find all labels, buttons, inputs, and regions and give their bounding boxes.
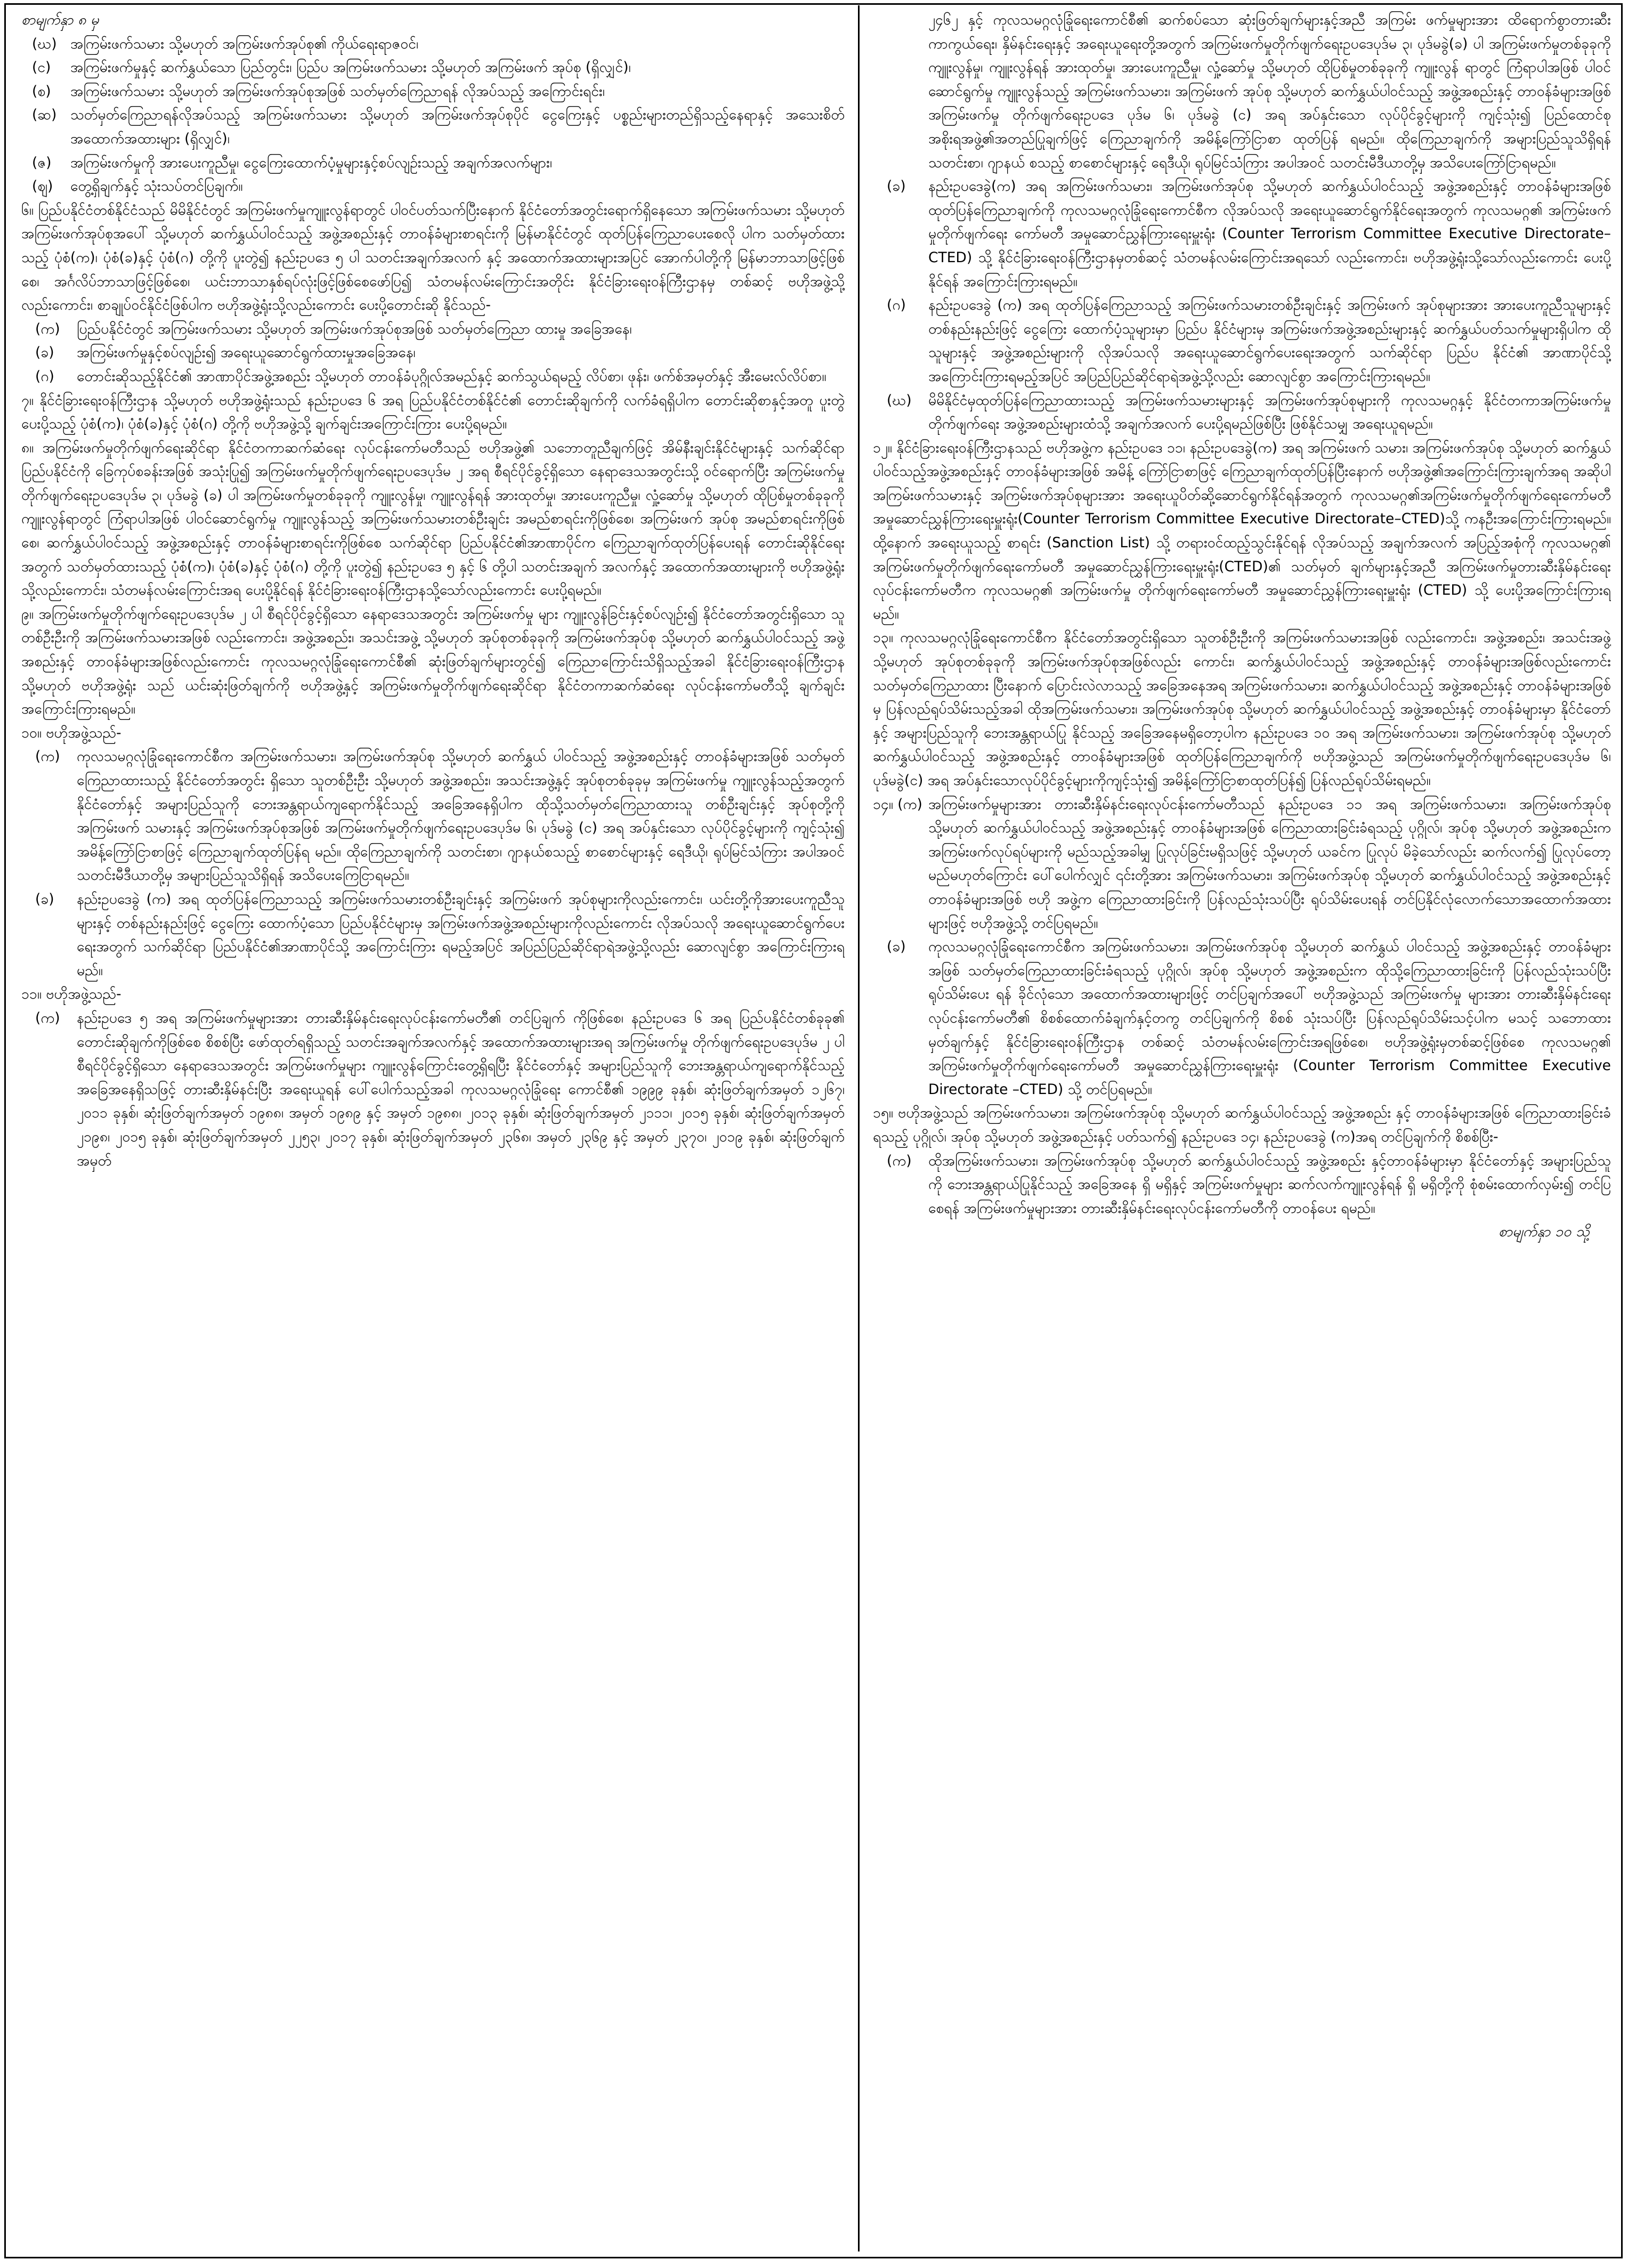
list-item	[21, 365, 845, 389]
item-text: အကြမ်းဖက်မှုနှင့်စပ်လျဉ်း၍ အရေးယူဆောင်ရွက်ထားမှုအခြေအနေ၊	[77, 344, 416, 361]
item-label: (က)	[35, 320, 60, 337]
item-label: (က)	[35, 1009, 60, 1026]
item-label: (င)	[32, 59, 51, 76]
item-text: သတ်မှတ်ကြေညာရန်လိုအပ်သည့် အကြမ်းဖက်သမား သို့မဟုတ် အကြမ်းဖက်အုပ်စုပိုင် ငွေကြေးနှင့် ပစ္စည်းများတည်ရှိသည့်နေရာနှင့် အသေးစိတ်အထောက်အထားများ (ရှိလျှင်)၊	[70, 107, 845, 147]
item-label: (ဂ)	[35, 368, 54, 385]
item-text: နည်းဥပဒေ ၅ အရ အကြမ်းဖက်မှုများအား တားဆီးနှိမ်နင်းရေးလုပ်ငန်းကော်မတီ၏ တင်ပြချက် ကိုဖြစ်စေ၊ နည်းဥပဒေ ၆ အရ ပြည်ပနိုင်ငံတစ်ခုခု၏ တောင်းဆိုချက်ကိုဖြစ်စေ စိစစ်ပြီး ဖော်ထုတ်ရရှိသည့် သတင်းအချက်အလက်နှင့် အထောက်အထားများအရ အကြမ်းဖက်မှု တိုက်ဖျက်ရေးဥပဒေပုဒ်မ ၂ ပါ စီရင်ပိုင်ခွင့်ရှိသော နေရာဒေသအတွင်း အကြမ်းဖက်မှုများ ကျူးလွန်ကြောင်းတွေ့ရှိရပြီး နိုင်ငံတော်နှင့် အများပြည်သူကို ဘေးအန္တရာယ်ကျရောက်နိုင်သည့် အခြေအနေရှိသဖြင့် တားဆီးနှိမ်နင်းပြီး အရေးယူရန် ပေါ်ပေါက်သည့်အခါ ကုလသမဂ္ဂလုံခြုံရေး ကောင်စီ၏ ၁၉၉၉ ခုနှစ်၊ ဆုံးဖြတ်ချက်အမှတ် ၁၂၆၇၊ ၂၀၁၁ ခုနှစ်၊ ဆုံးဖြတ်ချက်အမှတ် ၁၉၈၈၊ အမှတ် ၁၉၈၉ နှင့် အမှတ် ၁၉၈၈၊ ၂၀၁၃ ခုနှစ်၊ ဆုံးဖြတ်ချက်အမှတ် ၂၁၁၁၊ ၂၀၁၅ ခုနှစ်၊ ဆုံးဖြတ်ချက်အမှတ် ၂၁၉၈၊ ၂၀၁၅ ခုနှစ်၊ ဆုံးဖြတ်ချက်အမှတ် ၂၂၅၃၊ ၂၀၁၇ ခုနှစ်၊ ဆုံးဖြတ်ချက်အမှတ် ၂၃၆၈၊ အမှတ် ၂၃၆၉ နှင့် အမှတ် ၂၃၇၀၊ ၂၀၁၉ ခုနှစ်၊ ဆုံးဖြတ်ချက်အမှတ်	[77, 1009, 845, 1169]
item-label: (ခ)	[35, 890, 54, 908]
item-label: (က)	[35, 748, 60, 765]
item-label: (ခ)	[887, 938, 906, 955]
paragraph-6: ၆။ ပြည်ပနိုင်ငံတစ်နိုင်ငံသည် မိမိနိုင်ငံတွင် အကြမ်းဖက်မှုကျူးလွန်ရာတွင် ပါဝင်ပတ်သက်ပြီးနောက် နိုင်ငံတော်အတွင်းရောက်ရှိနေသော အကြမ်းဖက်သမား သို့မဟုတ် အကြမ်းဖက်အုပ်စုအပေါ် သို့မဟုတ် ဆက်နွှယ်ပါဝင်သည့် အဖွဲ့အစည်းနှင့် တာဝန်ခံများစာရင်းကို မြန်မာနိုင်ငံတွင် ထုတ်ပြန်ကြေညာပေးစေလို ပါက သတ်မှတ်ထားသည့် ပုံစံ(က)၊ ပုံစံ(ခ)နှင့် ပုံစံ(ဂ) တို့ကို ပူးတွဲ၍ နည်းဥပဒေ ၅ ပါ သတင်းအချက်အလက် နှင့် အထောက်အထားများအပြင် အောက်ပါတို့ကို မြန်မာဘာသာဖြင့်ဖြစ်စေ၊ အင်္ဂလိပ်ဘာသာဖြင့်ဖြစ်စေ၊ ယင်းဘာသာနှစ်ရပ်လုံးဖြင့်ဖြစ်စေဖော်ပြ၍ သံတမန်လမ်းကြောင်းအတိုင်း နိုင်ငံခြားရေးဝန်ကြီးဌာနမှ တစ်ဆင့် ဗဟိုအဖွဲ့သို့လည်းကောင်း၊ စာချုပ်ဝင်နိုင်ငံဖြစ်ပါက ဗဟိုအဖွဲ့ရုံးသို့လည်းကောင်း ပေးပို့တောင်းဆို နိုင်သည်-	[21, 201, 845, 314]
list-item	[873, 175, 1611, 294]
item-text: အကြမ်းဖက်သမား သို့မဟုတ် အကြမ်းဖက်အုပ်စုအဖြစ် သတ်မှတ်ကြေညာရန် လိုအပ်သည့် အကြောင်းရင်း၊	[70, 83, 605, 100]
item-label: (ခ)	[887, 178, 906, 195]
list-item	[21, 318, 845, 342]
paragraph-12: ၁၂။ နိုင်ငံခြားရေးဝန်ကြီးဌာနသည် ဗဟိုအဖွဲ့က နည်းဥပဒေ ၁၁၊ နည်းဥပဒေခွဲ(က) အရ အကြမ်းဖက် သမား၊ အကြမ်းဖက်အုပ်စု သို့မဟုတ် ဆက်နွှယ်ပါဝင်သည့်အဖွဲ့အစည်းနှင့် တာဝန်ခံများအဖြစ် အမိန့် ကြော်ငြာစာဖြင့် ကြေညာချက်ထုတ်ပြန်ပြီးနောက် ဗဟိုအဖွဲ့၏အကြောင်းကြားချက်အရ အဆိုပါ အကြမ်းဖက်သမားနှင့် အကြမ်းဖက်အုပ်စုများအား အရေးယူပိတ်ဆို့ဆောင်ရွက်နိုင်ရန်အတွက် ကုလသမဂ္ဂ၏အကြမ်းဖက်မှုတိုက်ဖျက်ရေးကော်မတီ အမှုဆောင်ညွှန်ကြားရေးမှူးရုံး(Counter Terrorism Committee Executive Directorate–CTED)သို့ ကနဦးအကြောင်းကြားရမည်။ ထို့နောက် အရေးယူသည့် စာရင်း (Sanction List) သို့ တရားဝင်ထည့်သွင်းနိုင်ရန် လိုအပ်သည့် အချက်အလက် အပြည့်အစုံကို ကုလသမဂ္ဂ၏ အကြမ်းဖက်မှုတိုက်ဖျက်ရေးကော်မတီ အမှုဆောင်ညွှန်ကြားရေးမှူးရုံး(CTED)၏ သတ်မှတ် ချက်များနှင့်အညီ အကြမ်းဖက်မှုတားဆီးနှိမ်နင်းရေးလုပ်ငန်းကော်မတီက ကုလသမဂ္ဂ၏ အကြမ်းဖက်မှု တိုက်ဖျက်ရေးကော်မတီ အမှုဆောင်ညွှန်ကြားရေးမှူးရုံး (CTED) သို့ ပေးပို့အကြောင်းကြားရမည်။	[873, 439, 1611, 622]
right-column	[873, 9, 1611, 2249]
list-item	[21, 888, 845, 983]
item-text: တောင်းဆိုသည့်နိုင်ငံ၏ အာဏာပိုင်အဖွဲ့အစည်း သို့မဟုတ် တာဝန်ခံပုဂ္ဂိုလ်အမည်နှင့် ဆက်သွယ်ရမည့် လိပ်စာ၊ ဖုန်း၊ ဖက်စ်အမှတ်နှင့် အီးမေးလ်လိပ်စာ။	[77, 368, 827, 385]
paragraph-9: ၉။ အကြမ်းဖက်မှုတိုက်ဖျက်ရေးဥပဒေပုဒ်မ ၂ ပါ စီရင်ပိုင်ခွင့်ရှိသော နေရာဒေသအတွင်း အကြမ်းဖက်မှု များ ကျူးလွန်ခြင်းနှင့်စပ်လျဉ်း၍ နိုင်ငံတော်အတွင်းရှိသော သူတစ်ဦးဦးကို အကြမ်းဖက်သမားအဖြစ် လည်းကောင်း၊ အဖွဲ့အစည်း၊ အသင်းအဖွဲ့ သို့မဟုတ် အုပ်စုတစ်ခုခုကို အကြမ်းဖက်အုပ်စု သို့မဟုတ် ဆက်နွှယ်ပါဝင်သည့် အဖွဲ့အစည်းနှင့် တာဝန်ခံများအဖြစ်လည်းကောင်း ကုလသမဂ္ဂလုံခြုံရေးကောင်စီ၏ ဆုံးဖြတ်ချက်များတွင်၍ ကြေညာကြောင်းသိရှိသည့်အခါ နိုင်ငံခြားရေးဝန်ကြီးဌာန သို့မဟုတ် ဗဟိုအဖွဲ့ရုံး သည် ယင်းဆုံးဖြတ်ချက်ကို ဗဟိုအဖွဲ့နှင့် အကြမ်းဖက်မှုတိုက်ဖျက်ရေးဆိုင်ရာ နိုင်ငံတကာဆက်ဆံရေး လုပ်ငန်းကော်မတီသို့ ချက်ချင်းအကြောင်းကြားရမည်။	[21, 605, 845, 718]
list-item	[21, 1007, 845, 1173]
item-text: ကုလသမဂ္ဂလုံခြုံရေးကောင်စီက အကြမ်းဖက်သမား၊ အကြမ်းဖက်အုပ်စု သို့မဟုတ် ဆက်နွှယ် ပါဝင်သည့် အဖွဲ့အစည်းနှင့် တာဝန်ခံများအဖြစ် သတ်မှတ်ကြေညာထားခြင်းခံရသည့် ပုဂ္ဂိုလ်၊ အုပ်စု သို့မဟုတ် အဖွဲ့အစည်းက ထိုသို့ကြေညာထားခြင်းကို ပြန်လည်သုံးသပ်ပြီး ရုပ်သိမ်းပေး ရန် ခိုင်လုံသော အထောက်အထားများဖြင့် တင်ပြချက်အပေါ် ဗဟိုအဖွဲ့သည် အကြမ်းဖက်မှု များအား တားဆီးနှိမ်နင်းရေးလုပ်ငန်းကော်မတီ၏ စိစစ်ထောက်ခံချက်နှင့်တကွ တင်ပြချက်ကို စိစစ် သုံးသပ်ပြီး ပြန်လည်ရုပ်သိမ်းသင့်ပါက မသင့် သဘောထားမှတ်ချက်နှင့် နိုင်ငံခြားရေးဝန်ကြီးဌာန တစ်ဆင့် သံတမန်လမ်းကြောင်းအရဖြစ်စေ၊ ဗဟိုအဖွဲ့ရုံးမှတစ်ဆင့်ဖြစ်စေ ကုလသမဂ္ဂ၏ အကြမ်းဖက်မှုတိုက်ဖျက်ရေးကော်မတီ အမှုဆောင်ညွှန်ကြားရေးမှူးရုံး (Counter Terrorism Committee Executive Directorate –CTED) သို့ တင်ပြရမည်။	[928, 938, 1611, 1098]
list-item	[873, 294, 1611, 388]
list-item	[873, 935, 1611, 1101]
list-item	[21, 175, 845, 199]
top-item-list	[21, 33, 845, 199]
item-label: (ဃ)	[32, 35, 57, 52]
page-header: စာမျက်နှာ ၈ မှ	[21, 12, 99, 28]
item-label: (ဂ)	[887, 297, 906, 314]
list-item	[873, 1149, 1611, 1221]
item-label: (ဇ)	[32, 154, 52, 171]
item-text: ပြည်ပနိုင်ငံတွင် အကြမ်းဖက်သမား သို့မဟုတ် အကြမ်းဖက်အုပ်စုအဖြစ် သတ်မှတ်ကြေညာ ထားမှု အခြေအနေ၊	[77, 320, 632, 337]
paragraph-7: ၇။ နိုင်ငံခြားရေးဝန်ကြီးဌာန သို့မဟုတ် ဗဟိုအဖွဲ့ရုံးသည် နည်းဥပဒေ ၆ အရ ပြည်ပနိုင်ငံတစ်နိုင်ငံ၏ တောင်းဆိုချက်ကို လက်ခံရရှိပါက တောင်းဆိုစာနှင့်အတူ ပူးတွဲပေးပို့သည့် ပုံစံ(က)၊ ပုံစံ(ခ)နှင့် ပုံစံ(ဂ) တို့ကို ဗဟိုအဖွဲ့သို့ ချက်ချင်းအကြောင်းကြား ပေးပို့ရမည်။	[21, 392, 845, 433]
item-label: (ဃ)	[887, 392, 912, 409]
list-item	[873, 793, 1611, 936]
item-label: (က)	[887, 1152, 912, 1169]
item-label: ၁၄။ (က)	[873, 796, 922, 813]
list-item	[21, 80, 845, 104]
item-text: နည်းဥပဒေခွဲ(က) အရ အကြမ်းဖက်သမား၊ အကြမ်းဖက်အုပ်စု သို့မဟုတ် ဆက်နွှယ်ပါဝင်သည့် အဖွဲ့အစည်းနှင့် တာဝန်ခံများအဖြစ် ထုတ်ပြန်ကြေညာချက်ကို ကုလသမဂ္ဂလုံခြုံရေးကောင်စီက လိုအပ်သလို အရေးယူဆောင်ရွက်နိုင်ရေးအတွက် ကုလသမဂ္ဂ၏ အကြမ်းဖက်မှုတိုက်ဖျက်ရေး ကော်မတီ အမှုဆောင်ညွှန်ကြားရေးမှူးရုံး (Counter Terrorism Committee Executive Directorate–CTED) သို့ နိုင်ငံခြားရေးဝန်ကြီးဌာနမှတစ်ဆင့် သံတမန်လမ်းကြောင်းအရသော် လည်းကောင်း၊ ဗဟိုအဖွဲ့ရုံးသို့သော်လည်းကောင်း ပေးပို့နိုင်ရန် အကြောင်းကြားရမည်။	[928, 178, 1611, 290]
item-text: နည်းဥပဒေခွဲ (က) အရ ထုတ်ပြန်ကြေညာသည့် အကြမ်းဖက်သမားတစ်ဦးချင်းနှင့် အကြမ်းဖက် အုပ်စုများအား အားပေးကူညီသူများနှင့် တစ်နည်းနည်းဖြင့် ငွေကြေး ထောက်ပံ့သူများမှာ ပြည်ပ နိုင်ငံများမှ အကြမ်းဖက်အဖွဲ့အစည်းများနှင့် ဆက်နွှယ်ပတ်သက်မှုများရှိပါက ထိုသူများနှင့် အဖွဲ့အစည်းများကို လိုအပ်သလို အရေးယူဆောင်ရွက်ပေးရေးအတွက် သက်ဆိုင်ရာ ပြည်ပ နိုင်ငံ၏ အာဏာပိုင်သို့ အကြောင်းကြားရမည့်အပြင် အပြည်ပြည်ဆိုင်ရာရဲအဖွဲ့သို့လည်း ဆောလျင်စွာ အကြောင်းကြားရမည်။	[928, 297, 1611, 385]
item-text: တွေ့ရှိချက်နှင့် သုံးသပ်တင်ပြချက်။	[70, 178, 243, 195]
paragraph-8: ၈။ အကြမ်းဖက်မှုတိုက်ဖျက်ရေးဆိုင်ရာ နိုင်ငံတကာဆက်ဆံရေး လုပ်ငန်းကော်မတီသည် ဗဟိုအဖွဲ့၏ သဘောတူညီချက်ဖြင့် အိမ်နီးချင်းနိုင်ငံများနှင့် သက်ဆိုင်ရာပြည်ပနိုင်ငံကို ခြေကုပ်စခန်းအဖြစ် အသုံးပြု၍ အကြမ်းဖက်မှုတိုက်ဖျက်ရေးဥပဒေပုဒ်မ ၂ အရ စီရင်ပိုင်ခွင့်ရှိသော နေရာဒေသအတွင်းသို့ ဝင်ရောက်ပြီး အကြမ်းဖက်မှုတိုက်ဖျက်ရေးဥပဒေပုဒ်မ ၃၊ ပုဒ်မခွဲ (ခ) ပါ အကြမ်းဖက်မှုတစ်ခုခုကို ကျူးလွန်မှု၊ ကျူးလွန်ရန် အားထုတ်မှု၊ အားပေးကူညီမှု၊ လှုံ့ဆော်မှု သို့မဟုတ် ထိုပြစ်မှုတစ်ခုခုကို ကျူးလွန်ရာတွင် ကြံရာပါအဖြစ် ပါဝင်ဆောင်ရွက်မှု ကျူးလွန်သည့် အကြမ်းဖက်သမားတစ်ဦးချင်း အမည်စာရင်းကိုဖြစ်စေ၊ အကြမ်းဖက် အုပ်စု အမည်စာရင်းကိုဖြစ်စေ၊ ဆက်နွှယ်ပါဝင်သည့် အဖွဲ့အစည်းနှင့် တာဝန်ခံများစာရင်းကိုဖြစ်စေ သက်ဆိုင်ရာ ပြည်ပနိုင်ငံ၏အာဏာပိုင်က ကြေညာချက်ထုတ်ပြန်ပေးရန် တောင်းဆိုနိုင်ရေးအတွက် သတ်မှတ်ထားသည့် ပုံစံ(က)၊ ပုံစံ(ခ)နှင့် ပုံစံ(ဂ) တို့ကို ပူးတွဲ၍ နည်းဥပဒေ ၅ နှင့် ၆ တို့ပါ သတင်းအချက် အလက်နှင့် အထောက်အထားများကို ဗဟိုအဖွဲ့ရုံးသို့လည်းကောင်း၊ သံတမန်လမ်းကြောင်းအရ ပေးပို့နိုင်ရန် နိုင်ငံခြားရေးဝန်ကြီးဌာနသို့သော်လည်းကောင်း ပေးပို့ရမည်။	[21, 439, 845, 599]
item-text: ထိုအကြမ်းဖက်သမား၊ အကြမ်းဖက်အုပ်စု သို့မဟုတ် ဆက်နွှယ်ပါဝင်သည့် အဖွဲ့အစည်း နှင့်တာဝန်ခံများမှာ နိုင်ငံတော်နှင့် အများပြည်သူကို ဘေးအန္တရာယ်ပြုနိုင်သည့် အခြေအနေ ရှိ မရှိနှင့် အကြမ်းဖက်မှုများ ဆက်လက်ကျူးလွန်ရန် ရှိ မရှိတို့ကို စုံစမ်းထောက်လှမ်း၍ တင်ပြစေရန် အကြမ်းဖက်မှုများအား တားဆီးနှိမ်နင်းရေးလုပ်ငန်းကော်မတီကို တာဝန်ပေး ရမည်။	[928, 1152, 1611, 1217]
list-item	[873, 389, 1611, 436]
list-item	[21, 33, 845, 56]
list-item	[21, 745, 845, 888]
item-label: (ဆ)	[32, 107, 57, 124]
list-item	[21, 151, 845, 175]
left-column	[21, 9, 845, 2249]
paragraph-13: ၁၃။ ကုလသမဂ္ဂလုံခြုံရေးကောင်စီက နိုင်ငံတော်အတွင်းရှိသော သူတစ်ဦးဦးကို အကြမ်းဖက်သမားအဖြစ် လည်းကောင်း၊ အဖွဲ့အစည်း၊ အသင်းအဖွဲ့ သို့မဟုတ် အုပ်စုတစ်ခုခုကို အကြမ်းဖက်အုပ်စုအဖြစ်လည်း ကောင်း၊ ဆက်နွှယ်ပါဝင်သည့် အဖွဲ့အစည်းနှင့် တာဝန်ခံများအဖြစ်လည်းကောင်း သတ်မှတ်ကြေညာထား ပြီးနောက် ပြောင်းလဲလာသည့် အခြေအနေအရ အကြမ်းဖက်သမား၊ ဆက်နွှယ်ပါဝင်သည့် အဖွဲ့အစည်းနှင့် တာဝန်ခံများအဖြစ်မှ ပြန်လည်ရုပ်သိမ်းသည့်အခါ ထိုအကြမ်းဖက်သမား၊ အကြမ်းဖက်အုပ်စု သို့မဟုတ် ဆက်နွှယ်ပါဝင်သည့် အဖွဲ့အစည်းနှင့် တာဝန်ခံများမှာ နိုင်ငံတော်နှင့် အများပြည်သူကို ဘေးအန္တရာယ်ပြု နိုင်သည့် အခြေအနေမရှိတော့ပါက နည်းဥပဒေ ၁၀ အရ အကြမ်းဖက်သမား၊ အကြမ်းဖက်အုပ်စု သို့မဟုတ် ဆက်နွှယ်ပါဝင်သည့် အဖွဲ့အစည်းနှင့် တာဝန်ခံများအဖြစ် ထုတ်ပြန်ကြေညာချက်ကို ဗဟိုအဖွဲ့သည် အကြမ်းဖက်မှုတိုက်ဖျက်ရေးဥပဒေပုဒ်မ ၆၊ ပုဒ်မခွဲ(င) အရ အပ်နှင်းသောလုပ်ပိုင်ခွင့်များကိုကျင့်သုံး၍ အမိန့်ကြော်ငြာစာထုတ်ပြန်၍ ပြန်လည်ရုပ်သိမ်းရမည်။	[873, 629, 1611, 789]
paragraph-11-heading: ၁၁။ ဗဟိုအဖွဲ့သည်-	[21, 986, 122, 1003]
list-item	[21, 103, 845, 151]
paragraph-15: ၁၅။ ဗဟိုအဖွဲ့သည် အကြမ်းဖက်သမား၊ အကြမ်းဖက်အုပ်စု သို့မဟုတ် ဆက်နွှယ်ပါဝင်သည့် အဖွဲ့အစည်း နှင့် တာဝန်ခံများအဖြစ် ကြေညာထားခြင်းခံရသည့် ပုဂ္ဂိုလ်၊ အုပ်စု သို့မဟုတ် အဖွဲ့အစည်းနှင့် ပတ်သက်၍ နည်းဥပဒေ ၁၄၊ နည်းဥပဒေခွဲ (က)အရ တင်ပြချက်ကို စိစစ်ပြီး-	[873, 1105, 1611, 1145]
continued-item	[873, 9, 1611, 175]
page-footer: စာမျက်နှာ ၁၀ သို့	[1498, 1224, 1590, 1241]
item-text: အကြမ်းဖက်မှုနှင့် ဆက်နွှယ်သော ပြည်တွင်း၊ ပြည်ပ အကြမ်းဖက်သမား သို့မဟုတ် အကြမ်းဖက် အုပ်စု (ရှိလျှင်)၊	[70, 59, 631, 76]
list-item	[21, 56, 845, 80]
item-text: အကြမ်းဖက်မှုကို အားပေးကူညီမှု၊ ငွေကြေးထောက်ပံ့မှုများနှင့်စပ်လျဉ်းသည့် အချက်အလက်များ၊	[70, 154, 552, 171]
paragraph-10-heading: ၁၀။ ဗဟိုအဖွဲ့သည်-	[21, 724, 122, 741]
item-label: (စ)	[32, 83, 51, 100]
item-text: နည်းဥပဒေခွဲ (က) အရ ထုတ်ပြန်ကြေညာသည့် အကြမ်းဖက်သမားတစ်ဦးချင်းနှင့် အကြမ်းဖက် အုပ်စုများကိုလည်းကောင်း၊ ယင်းတို့ကိုအားပေးကူညီသူများနှင့် တစ်နည်းနည်းဖြင့် ငွေကြေး ထောက်ပံ့သော ပြည်ပနိုင်ငံများမှ အကြမ်းဖက်အဖွဲ့အစည်းများကိုလည်းကောင်း လိုအပ်သလို အရေးယူဆောင်ရွက်ပေးရေးအတွက် သက်ဆိုင်ရာ ပြည်ပနိုင်ငံ၏အာဏာပိုင်သို့ အကြောင်းကြား ရမည့်အပြင် အပြည်ပြည်ဆိုင်ရာရဲအဖွဲ့သို့လည်း ဆောလျင်စွာ အကြောင်းကြားရမည်။	[77, 890, 845, 979]
list-item	[21, 341, 845, 365]
item-label: (ဈ)	[32, 178, 53, 195]
item-text: အကြမ်းဖက်သမား သို့မဟုတ် အကြမ်းဖက်အုပ်စု၏ ကိုယ်ရေးရာဇဝင်၊	[70, 35, 419, 52]
item-text: မိမိနိုင်ငံမှထုတ်ပြန်ကြေညာထားသည့် အကြမ်းဖက်သမားများနှင့် အကြမ်းဖက်အုပ်စုများကို ကုလသမဂ္ဂနှင့် နိုင်ငံတကာအကြမ်းဖက်မှုတိုက်ဖျက်ရေး အဖွဲ့အစည်းများထံသို့ အချက်အလက် ပေးပို့ရမည်ဖြစ်ပြီး ဖြစ်နိုင်သမျှ အရေးယူရမည်။	[928, 392, 1611, 433]
item-text: ကုလသမဂ္ဂလုံခြုံရေးကောင်စီက အကြမ်းဖက်သမား၊ အကြမ်းဖက်အုပ်စု သို့မဟုတ် ဆက်နွှယ် ပါဝင်သည့် အဖွဲ့အစည်းနှင့် တာဝန်ခံများအဖြစ် သတ်မှတ်ကြေညာထားသည့် နိုင်ငံတော်အတွင်း ရှိသော သူတစ်ဦးဦး သို့မဟုတ် အဖွဲ့အစည်း၊ အသင်းအဖွဲ့နှင့် အုပ်စုတစ်ခုခုမှ အကြမ်းဖက်မှု ကျူးလွန်သည့်အတွက် နိုင်ငံတော်နှင့် အများပြည်သူကို ဘေးအန္တရာယ်ကျရောက်နိုင်သည့် အခြေအနေရှိပါက ထိုသို့သတ်မှတ်ကြေညာထားသူ တစ်ဦးချင်းနှင့် အုပ်စုတို့ကို အကြမ်းဖက် သမားနှင့် အကြမ်းဖက်အုပ်စုအဖြစ် အကြမ်းဖက်မှုတိုက်ဖျက်ရေးဥပဒေပုဒ်မ ၆၊ ပုဒ်မခွဲ (င) အရ အပ်နှင်းသော လုပ်ပိုင်ခွင့်များကို ကျင့်သုံး၍ အမိန့်ကြော်ငြာစာဖြင့် ကြေညာချက်ထုတ်ပြန်ရ မည်။ ထိုကြေညာချက်ကို သတင်းစာ၊ ဂျာနယ်စသည့် စာစောင်များနှင့် ရေဒီယို၊ ရုပ်မြင်သံကြား အပါအဝင် သတင်းမီဒီယာတို့မှ အများပြည်သူသိရှိရန် အသိပေးကြေငြာရမည်။	[77, 748, 845, 884]
item-text: အကြမ်းဖက်မှုများအား တားဆီးနှိမ်နင်းရေးလုပ်ငန်းကော်မတီသည် နည်းဥပဒေ ၁၁ အရ အကြမ်းဖက်သမား၊ အကြမ်းဖက်အုပ်စု သို့မဟုတ် ဆက်နွှယ်ပါဝင်သည့် အဖွဲ့အစည်းနှင့် တာဝန်ခံများအဖြစ် ကြေညာထားခြင်းခံရသည့် ပုဂ္ဂိုလ်၊ အုပ်စု သို့မဟုတ် အဖွဲ့အစည်းက အကြမ်းဖက်လုပ်ရပ်များကို မည်သည့်အခါမျှ ပြုလုပ်ခြင်းမရှိသဖြင့် သို့မဟုတ် ယခင်က ပြုလုပ် မိခဲ့သော်လည်း ဆက်လက်၍ ပြုလုပ်တော့မည်မဟုတ်ကြောင်း ပေါ်ပေါက်လျှင် ၎င်းတို့အား အကြမ်းဖက်သမား၊ အကြမ်းဖက်အုပ်စု သို့မဟုတ် ဆက်နွှယ်ပါဝင်သည့် အဖွဲ့အစည်းနှင့်တာဝန်ခံများအဖြစ် ဗဟို အဖွဲ့က ကြေညာထားခြင်းကို ပြန်လည်သုံးသပ်ပြီး ရုပ်သိမ်းပေးရန် တင်ပြနိုင်လုံလောက်သောအထောက်အထား များဖြင့် ဗဟိုအဖွဲ့သို့ တင်ပြရမည်။	[928, 796, 1611, 932]
column-divider	[858, 5, 860, 2251]
item-text: ၂၄၆၂ နှင့် ကုလသမဂ္ဂလုံခြုံရေးကောင်စီ၏ ဆက်စပ်သော ဆုံးဖြတ်ချက်များနှင့်အညီ အကြမ်း ဖက်မှုများအား ထိရောက်စွာတားဆီးကာကွယ်ရေး၊ နှိမ်နင်းရေးနှင့် အရေးယူရေးတို့အတွက် အကြမ်းဖက်မှုတိုက်ဖျက်ရေးဥပဒေပုဒ်မ ၃၊ ပုဒ်မခွဲ(ခ) ပါ အကြမ်းဖက်မှုတစ်ခုခုကို ကျူးလွန်မှု၊ ကျူးလွန်ရန် အားထုတ်မှု၊ အားပေးကူညီမှု၊ လှုံ့ဆော်မှု သို့မဟုတ် ထိုပြစ်မှုတစ်ခုခုကို ကျူးလွန် ရာတွင် ကြံရာပါအဖြစ် ပါဝင်ဆောင်ရွက်မှု ကျူးလွန်သည့် အကြမ်းဖက်သမား၊ အကြမ်းဖက် အုပ်စု သို့မဟုတ် ဆက်နွှယ်ပါဝင်သည့် အဖွဲ့အစည်းနှင့် တာဝန်ခံများအဖြစ် အကြမ်းဖက်မှု တိုက်ဖျက်ရေးဥပဒေ ပုဒ်မ ၆၊ ပုဒ်မခွဲ (င) အရ အပ်နှင်းသော လုပ်ပိုင်ခွင့်များကို ကျင့်သုံး၍ ပြည်ထောင်စုအစိုးရအဖွဲ့၏အတည်ပြုချက်ဖြင့် ကြေညာချက်ကို အမိန့်ကြော်ငြာစာ ထုတ်ပြန် ရမည်။ ထိုကြေညာချက်ကို အများပြည်သူသိရှိရန် သတင်းစာ၊ ဂျာနယ် စသည့် စာစောင်များနှင့် ရေဒီယို၊ ရုပ်မြင်သံကြား အပါအဝင် သတင်းမီဒီယာတို့မှ အသိပေးကြော်ငြာရမည်။	[928, 12, 1611, 171]
item-label: (ခ)	[35, 344, 54, 361]
